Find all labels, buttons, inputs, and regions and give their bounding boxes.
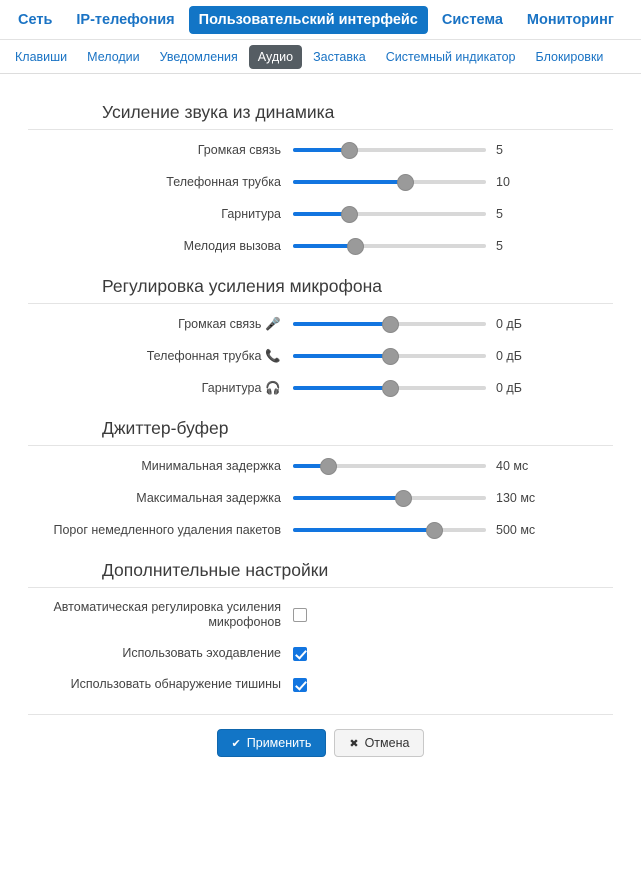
headset-icon: 🎧 bbox=[265, 380, 281, 395]
slider-value: 10 bbox=[496, 175, 510, 189]
row-label bbox=[28, 317, 293, 332]
slider-min-delay[interactable] bbox=[293, 457, 486, 475]
slider-thumb[interactable] bbox=[397, 174, 414, 191]
row-label: Телефонная трубка bbox=[166, 174, 281, 189]
slider-thumb[interactable] bbox=[382, 380, 399, 397]
slider-thumb[interactable] bbox=[382, 316, 399, 333]
setting-row-min-delay bbox=[28, 450, 613, 482]
slider-thumb[interactable] bbox=[382, 348, 399, 365]
subnav-item-audio[interactable]: Аудио bbox=[249, 45, 302, 69]
slider-fill bbox=[293, 354, 390, 358]
apply-button-label: Применить bbox=[246, 736, 312, 750]
cancel-button[interactable] bbox=[334, 729, 424, 757]
handset-icon: 📞 bbox=[265, 348, 281, 363]
setting-row-silence-detection bbox=[28, 669, 613, 700]
checkbox-silence-detection[interactable] bbox=[293, 678, 307, 692]
slider-headset-volume[interactable] bbox=[293, 205, 486, 223]
row-label: Минимальная задержка bbox=[141, 458, 281, 473]
setting-row-agc bbox=[28, 592, 613, 638]
microphone-icon: 🎤 bbox=[265, 316, 281, 331]
setting-row-handset-mic-gain bbox=[28, 340, 613, 372]
slider-value: 130 мс bbox=[496, 491, 536, 505]
row-label: Использовать эходавление bbox=[122, 646, 281, 660]
setting-row-speakerphone-mic-gain bbox=[28, 308, 613, 340]
row-label-text: Гарнитура bbox=[201, 380, 262, 395]
slider-fill bbox=[293, 180, 405, 184]
sub-navigation bbox=[0, 40, 641, 74]
slider-value: 500 мс bbox=[496, 523, 536, 537]
setting-row-ringtone-volume bbox=[28, 230, 613, 262]
nav-item-user-interface[interactable]: Пользовательский интерфейс bbox=[189, 6, 428, 34]
row-label: Автоматическая регулировка усиления микрофонов bbox=[53, 600, 281, 629]
subnav-item-system-indicator[interactable]: Системный индикатор bbox=[385, 49, 516, 64]
slider-value: 40 мс bbox=[496, 459, 529, 473]
setting-row-max-delay bbox=[28, 482, 613, 514]
row-label: Использовать обнаружение тишины bbox=[70, 677, 281, 691]
checkbox-agc[interactable] bbox=[293, 608, 307, 622]
row-label: Порог немедленного удаления пакетов bbox=[53, 522, 281, 537]
slider-speakerphone-volume[interactable] bbox=[293, 141, 486, 159]
slider-thumb[interactable] bbox=[347, 238, 364, 255]
setting-row-headset-mic-gain bbox=[28, 372, 613, 404]
slider-handset-volume[interactable] bbox=[293, 173, 486, 191]
slider-value: 5 bbox=[496, 143, 503, 157]
row-label: Гарнитура bbox=[221, 206, 281, 221]
check-icon: ✔ bbox=[231, 737, 241, 750]
slider-thumb[interactable] bbox=[320, 458, 337, 475]
slider-fill bbox=[293, 322, 390, 326]
slider-speakerphone-mic-gain[interactable] bbox=[293, 315, 486, 333]
main-navigation bbox=[0, 0, 641, 40]
subnav-item-keys[interactable]: Клавиши bbox=[15, 49, 68, 64]
subnav-item-notifications[interactable]: Уведомления bbox=[159, 49, 238, 64]
slider-value: 0 дБ bbox=[496, 317, 522, 331]
slider-ringtone-volume[interactable] bbox=[293, 237, 486, 255]
nav-item-network[interactable]: Сеть bbox=[18, 11, 53, 28]
section-title-speaker-gain: Усиление звука из динамика bbox=[102, 102, 335, 122]
checkbox-echo-cancellation[interactable] bbox=[293, 647, 307, 661]
apply-button[interactable] bbox=[217, 729, 327, 757]
setting-row-handset-volume bbox=[28, 166, 613, 198]
slider-handset-mic-gain[interactable] bbox=[293, 347, 486, 365]
setting-row-echo-cancellation bbox=[28, 638, 613, 669]
slider-headset-mic-gain[interactable] bbox=[293, 379, 486, 397]
slider-fill bbox=[293, 386, 390, 390]
nav-item-system[interactable]: Система bbox=[441, 11, 503, 28]
slider-fill bbox=[293, 528, 434, 532]
row-label: Максимальная задержка bbox=[136, 490, 281, 505]
subnav-item-locks[interactable]: Блокировки bbox=[535, 49, 604, 64]
row-label bbox=[28, 381, 293, 396]
slider-fill bbox=[293, 244, 355, 248]
section-divider bbox=[28, 303, 613, 304]
section-divider bbox=[28, 129, 613, 130]
slider-thumb[interactable] bbox=[341, 142, 358, 159]
cancel-button-label: Отмена bbox=[364, 736, 410, 750]
row-label: Мелодия вызова bbox=[183, 238, 281, 253]
slider-thumb[interactable] bbox=[395, 490, 412, 507]
form-actions bbox=[28, 714, 613, 757]
row-label-text: Телефонная трубка bbox=[146, 348, 262, 363]
row-label bbox=[28, 349, 293, 364]
setting-row-speakerphone-volume bbox=[28, 134, 613, 166]
slider-immediate-drop-threshold[interactable] bbox=[293, 521, 486, 539]
audio-settings-page bbox=[0, 74, 641, 767]
row-label: Громкая связь bbox=[197, 142, 281, 157]
section-title-mic-gain: Регулировка усиления микрофона bbox=[102, 276, 383, 296]
slider-value: 0 дБ bbox=[496, 381, 522, 395]
section-divider bbox=[28, 587, 613, 588]
row-label-text: Громкая связь bbox=[178, 316, 262, 331]
slider-thumb[interactable] bbox=[341, 206, 358, 223]
nav-item-monitoring[interactable]: Мониторинг bbox=[526, 11, 614, 28]
slider-fill bbox=[293, 496, 403, 500]
subnav-item-screensaver[interactable]: Заставка bbox=[313, 49, 366, 64]
section-title-jitter-buffer: Джиттер-буфер bbox=[102, 418, 229, 438]
close-icon: ✖ bbox=[349, 737, 359, 750]
slider-max-delay[interactable] bbox=[293, 489, 486, 507]
setting-row-headset-volume bbox=[28, 198, 613, 230]
slider-value: 0 дБ bbox=[496, 349, 522, 363]
slider-value: 5 bbox=[496, 207, 503, 221]
slider-value: 5 bbox=[496, 239, 503, 253]
section-title-extra-settings: Дополнительные настройки bbox=[102, 560, 329, 580]
subnav-item-melodies[interactable]: Мелодии bbox=[87, 49, 140, 64]
setting-row-immediate-drop-threshold bbox=[28, 514, 613, 546]
slider-thumb[interactable] bbox=[426, 522, 443, 539]
section-divider bbox=[28, 445, 613, 446]
nav-item-ip-telephony[interactable]: IP-телефония bbox=[76, 11, 175, 28]
